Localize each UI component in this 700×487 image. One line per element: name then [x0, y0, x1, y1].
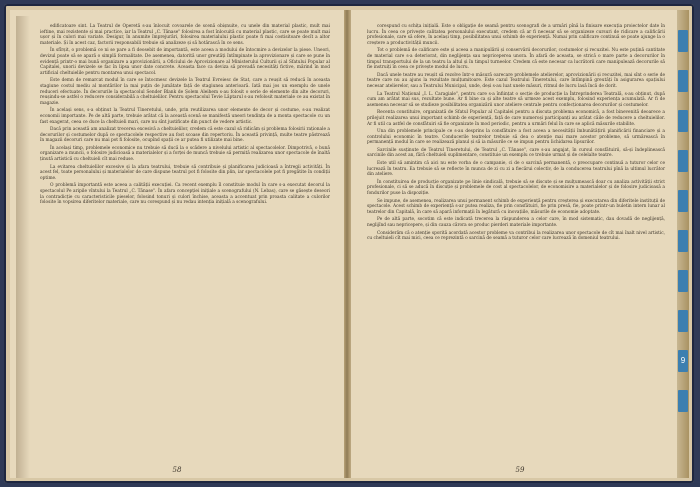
paragraph: corespund cu schița inițială. Este o obligație de seamă pentru scenografi de a urmări pînă la finisare execuția proiectelor date în lucru. În ceea ce privește calitatea personalului executant, credem că ar fi necesar să se organizeze cursuri de ridicare a calificării profesionale, care să ofere, în același timp, posibilitatea unui schimb de experiență. Numai prin calificare continuă se poate ajunge la o creștere a productivității muncii. — [367, 24, 665, 46]
paragraph: Tot o problemă de calificare este și aceea a manipulării și conservării decorurilor, costumelor și recuzitei. Nu este puțină cantitate de material care s-a deteriorat, din neglijența sau nepriceperea unora. În afară de aceasta, se strică o mare parte a decorurilor în timpul transportului de la un teatru la altul și în timpul turneelor. Credem că este necesar ca lucrătorii care manipulează decorurile să fie instruiți în ceea ce privește modul de lucru. — [367, 48, 665, 71]
paragraph: Este util să amintim că aici nu este vorba de o campanie, ci de o sarcină permanentă, o preocupare continuă a tuturor celor ce lucrează în teatru. Ea trebuie să se reflecte în munca de zi cu zi a fiecărui colectiv, de la conducerea teatrului pînă la ultimul lucrător din ateliere. — [367, 161, 665, 178]
paragraph: Sarcinile susținute de Teatrul Tineretului, de Teatrul „C. Tănase", care s-au angajat, în cursul consfătuirii, să-și îndeplinească sarcinile din acest an, fără cheltuieli suplimentare, constituie un exemplu ce trebuie urmat și de celelalte teatre. — [367, 147, 665, 159]
thumb-index-tab — [678, 110, 688, 132]
paragraph: În același timp, problemele economice nu trebuie să ducă la o scădere a nivelului artistic al spectacolelor. Dimpotrivă, o bună organizare a muncii, o folosire judicioasă a materialelor și a forței de muncă trebuie să permită realizarea unor spectacole de înaltă ținută artistică cu cheltuieli cît mai reduse. — [40, 145, 330, 163]
book-spread — [4, 4, 694, 483]
thumb-index-tab — [678, 190, 688, 212]
paragraph: Recenta constituire, organizată de Sfatul Popular al Capitalei pentru a discuta problema economică, a fost binevenită deoarece a prilejuit realizarea unui important schimb de experiență, față de care numeroși participanți au arătat căile de reducere a cheltuielilor. Ar fi util ca astfel de consfătuiri să fie organizate în mod periodic, pentru a urmări felul în care se aplică măsurile stabilite. — [367, 110, 665, 127]
paragraph: Dacă prin această am analizat trecerea excesivă a cheltuielilor, credem că este cazul să ridicăm și problema folosirii raționale a decorurilor și costumelor după ce spectacolele respective au fost scoase din repertoriu. În această privință, multe teatre păstrează în magazii decoruri care nu mai pot fi folosite, ocupînd spații ce ar putea fi utilizate mai bine. — [40, 127, 330, 144]
thumb-index-tab: 9 — [678, 350, 688, 372]
thumb-index-tab — [678, 70, 688, 92]
paragraph: La Teatrul Național „I. L. Caragiale", pentru care s-a înființat o secție de producție la Întreprinderea Teatrală, s-au obținut, după cum am arătat mai sus, rezultate bune. Ar fi bine ca și alte teatre să urmeze acest exemplu, folosind experiența acumulată. Ar fi de asemenea necesar să se studieze posibilitatea organizării unor ateliere centrale pentru confecționarea decorurilor și costumelor. — [367, 91, 665, 108]
thumb-index-edge — [677, 10, 689, 478]
right-page-text — [367, 24, 665, 244]
page-edge-shadow — [16, 16, 30, 478]
left-page-text — [40, 24, 330, 208]
thumb-index-tab — [678, 230, 688, 252]
paragraph: În sfîrșit, o problemă ce ni se pare a fi deosebit de importantă, este aceea a modului de întocmire a devizelor la piese. Uneori, devizul poate să se apară o simplă formalitate. De asemenea, datorită unor greutăți întîmpinate la aprovizionare și care se pune în evidență printr-o mai bună organizare a aprovizionării, a Oficiului de Aprovizionare al Ministerului Culturii și al Sfatului Popular al Capitalei, unorii devizele se fac în lipsa unor date concrete. Aceasta face ca deviza să prevadă necesități fictive, mărind în mod artificial cheltuielile pentru montarea unui spectacol. — [40, 48, 330, 76]
paragraph: edificatoare sint. La Teatrul de Operetă s-au înlocuit covoarele de scenă obișnuite, cu unele din material plastic, mult mai ieftine, mai rezistente și mai practice, iar la Teatrul „C. Tănase" folosirea a fost înlocuită cu material plastic, care se poate mult mai ușor și în culori mai variate. Desigur, în anumite împrejurări, folosirea materialului plastic poate fi mai costisitoare decît a altor materiale. Și în acest caz, factorii responsabili trebuie să analizeze și să hotărască în ce sens. — [40, 24, 330, 46]
paragraph: În același sens, s-a obținut la Teatrul Tineretului, unde, prin reutilizarea unor elemente de decor și costume, s-au realizat economii importante. Pe de altă parte, trebuie arătat că la această scenă se manifestă uneori tendința de a monta spectacole cu un fast exagerat, ceea ce duce la cheltuieli mari, care nu sînt justificate din punct de vedere artistic. — [40, 108, 330, 125]
page-number: 59 — [515, 466, 525, 474]
paragraph: Pe de altă parte, socotim că este indicată trecerea la răspunderea a celor care, în mod sistematic, dau dovadă de neglijență, neglijînd sau nepricepere, și din cauza cărora se produc pierderi materiale importante. — [367, 217, 665, 228]
paragraph: Una din problemele principale ce s-au desprins la consfătuire a fost aceea a necesității îmbunătățirii planificării financiare și a controlului economic în teatre. Conducerile teatrelor trebuie să dea o atenție mai mare acestor probleme, să urmărească în permanență modul în care se realizează planul și să ia măsurile ce se impun pentru lichidarea lipsurilor. — [367, 129, 665, 146]
thumb-index-tab — [678, 270, 688, 292]
paragraph: Se impune, de asemenea, realizarea unui permanent schimb de experiență pentru creșterea și executarea din diferitele instituții de spectacole. Acest schimb de experiență s-ar putea realiza, fie prin consfătuiri, fie prin presă, fie, poate printr-un buletin intern lunar al teatrelor din Capitală, în care să apară informații în legătură cu inovațiile, măsurile de economie adoptate. — [367, 198, 665, 215]
paragraph: La evitarea cheltuielilor excesive și la afara teatrului, trebuie să contribuie și planificarea judicioasă a întregii activități. În acest fel, toate personalului și materialelor de care dispune teatrul pot fi folosite din plin, iar spectacolele pot fi pregătite în condiții optime. — [40, 164, 330, 181]
paragraph: Dacă unele teatre au reușit să rezolve într-o măsură oarecare problemele atelierelor, aprovizionării și recuzitei, mai sînt o serie de teatre care nu au ajuns la rezultate mulțumitoare. Este cazul Teatrului Tineretului, care întîmpină greutăți în asigurarea spațiului necesar atelierelor, sau a Teatrului Municipal, unde, deși s-au luat unele măsuri, ritmul de lucru lasă încă de dorit. — [367, 72, 665, 89]
thumb-index-tab — [678, 390, 688, 412]
paragraph: Este demn de remarcat modul în care se întocmesc devizele la Teatrul Evreiesc de Stat, care a reușit să reducă în aceasta stagiune costul mediu al montărilor la mai puțin de jumătate față de stagiunea anterioară. Iată mai jos un exemplu de unele reduceri efectuate. În decorurile la spectacolul Sender Blank de Șolem Aleihem s-au folosit o serie de elemente din alte decoruri, reușindu-se astfel o reducere considerabilă a cheltuielilor. Pentru spectacolul Tevie Lăptarul s-au refolosit materiale ce au existat în magazie. — [40, 78, 330, 106]
page-number: 58 — [172, 466, 182, 474]
left-page — [10, 10, 345, 478]
paragraph: Considerăm că o atenție sporită acordată acestor probleme va contribui la realizarea unor spectacole de cît mai înalt nivel artistic, cu cheltuieli cît mai mici, ceea ce reprezintă o sarcină de seamă a tuturor celor care lucrează în domeniul teatrului. — [367, 230, 665, 242]
paragraph: În constituirea de producție organizate pe linie sindicală, trebuie să se discute și se mulțumească doar cu analiza activității strict profesionale, ci să se aducă în discuție și problemele de cost al spectacolelor, de economisire a materialelor și de folosire judicioasă a fondurilor puse la dispoziție. — [367, 179, 665, 197]
thumb-index-tab — [678, 30, 688, 52]
right-page — [350, 10, 689, 478]
thumb-index-tab — [678, 150, 688, 172]
thumb-index-tab — [678, 310, 688, 332]
paragraph: O problemă importantă este aceea a calității execuției. Ca recent exemplu îl constituie modul în care s-a executat decorul la spectacolul Pe aripile vîntului la Teatrul „C. Tănase". În afara concepției inițiale a scenografului (N. Lebas), care se găsește deseori la contradicție cu caracteristicile pieselor, folosind tonuri și culori închise, aceasta a accentuat prin proasta calitate a culorilor folosite în vopsirea diferitelor materiale, care nu corespund și nu redau intenția inițială a scenografului. — [40, 183, 330, 206]
